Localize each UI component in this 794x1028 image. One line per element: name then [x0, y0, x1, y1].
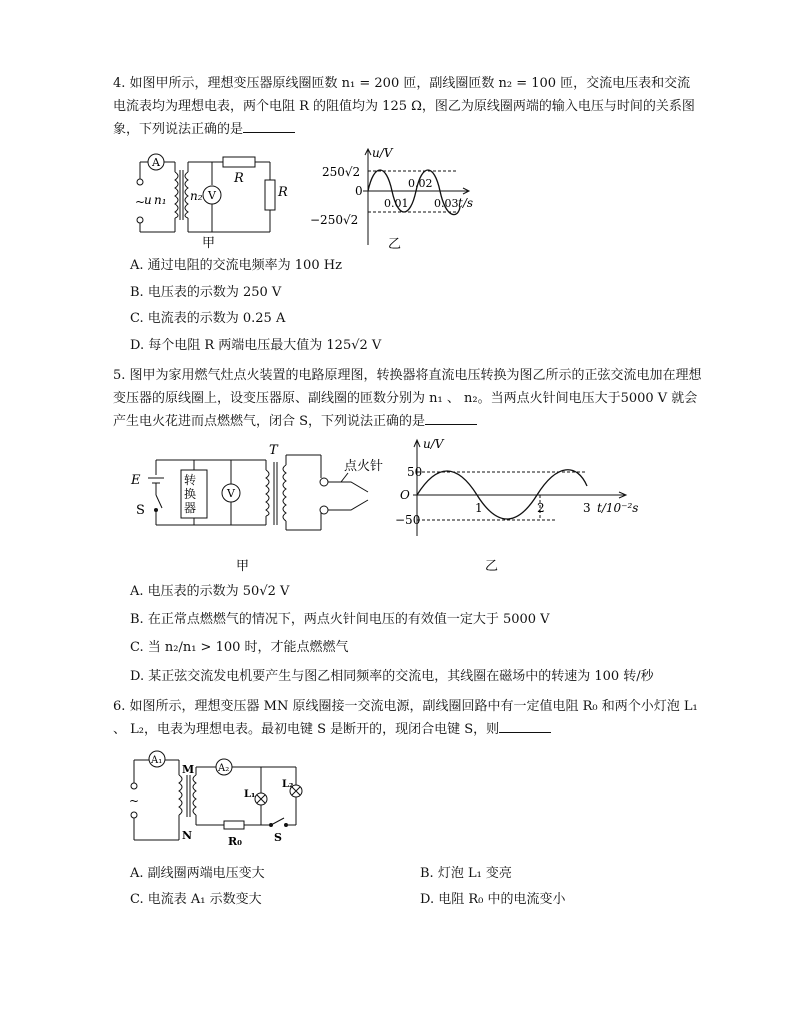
question-5-text: 5. 图甲为家用燃气灶点火装置的电路原理图，转换器将直流电压转换为图乙所示的正弦交流电加在理想变压器的原线圈上，设变压器原、副线圈的匝数分别为 n₁ 、 n₂。当两点火针间电压大于5000 V 就会产生电火花进而点燃燃气，闭合 S，下列说法正确的是: [113, 368, 702, 429]
svg-text:O: O: [400, 488, 410, 502]
sine-curve: [417, 470, 587, 519]
question-5: [113, 364, 703, 433]
svg-text:V: V: [208, 189, 216, 202]
q6-option-d[interactable]: D. 电阻 R₀ 中的电流变小: [420, 892, 566, 907]
svg-text:转: 转: [184, 473, 197, 487]
question-6-text: 6. 如图所示，理想变压器 MN 原线圈接一交流电源，副线圈回路中有一定值电阻 R₀ 和两个小灯泡 L₁ 、 L₂，电表为理想电表。最初电键 S 是断开的，现闭合电键 S，则: [113, 699, 698, 737]
svg-text:0.03: 0.03: [434, 197, 459, 210]
question-4-text: 4. 如图甲所示，理想变压器原线圈匝数 n₁ = 200 匝，副线圈匝数 n₂ = 100 匝，交流电压表和交流电流表均为理想电表，两个电阻 R 的阻值均为 125 Ω，图乙为原线圈两端的输入电压与时间的关系图象，下列说法正确的是: [113, 76, 695, 137]
svg-text:−50: −50: [395, 513, 421, 527]
svg-text:0.02: 0.02: [408, 177, 433, 190]
svg-text:换: 换: [184, 487, 197, 501]
svg-text:R₀: R₀: [228, 835, 242, 848]
svg-text:E: E: [131, 473, 141, 488]
svg-text:L₁: L₁: [244, 789, 256, 800]
svg-text:t/s: t/s: [458, 196, 474, 210]
q5-option-d[interactable]: D. 某正弦交流发电机要产生与图乙相同频率的交流电，其线圈在磁场中的转速为 100 转/秒: [130, 669, 654, 684]
ammeter-label: A: [152, 156, 160, 169]
q4-option-c[interactable]: C. 电流表的示数为 0.25 A: [130, 311, 286, 326]
answer-blank[interactable]: [499, 720, 551, 733]
fig-label-yi: 乙: [388, 237, 402, 252]
svg-text:u/V: u/V: [423, 437, 444, 451]
q4-option-a[interactable]: A. 通过电阻的交流电频率为 100 Hz: [130, 258, 342, 273]
answer-blank[interactable]: [425, 412, 477, 425]
switch-icon: [156, 495, 162, 508]
q5-option-a[interactable]: A. 电压表的示数为 50√2 V: [130, 584, 290, 599]
q4-circuit-figure: [130, 150, 295, 250]
svg-text:1: 1: [475, 501, 483, 515]
question-4: [113, 72, 703, 141]
svg-text:R: R: [234, 171, 244, 186]
secondary-coil-icon: [185, 172, 188, 218]
svg-text:u: u: [144, 193, 152, 207]
svg-text:L₂: L₂: [282, 779, 294, 790]
svg-text:u/V: u/V: [372, 146, 393, 160]
fig-label-jia: 甲: [202, 236, 216, 250]
svg-text:~: ~: [135, 195, 146, 209]
needle-label: 点火针: [344, 459, 384, 474]
svg-text:0.01: 0.01: [384, 197, 409, 210]
q4-option-d[interactable]: D. 每个电阻 R 两端电压最大值为 125√2 V: [130, 338, 382, 353]
question-6: [113, 695, 703, 741]
svg-text:0: 0: [355, 184, 363, 198]
svg-text:t/10⁻²s: t/10⁻²s: [597, 501, 639, 515]
q5-option-b[interactable]: B. 在正常点燃燃气的情况下，两点火针间电压的有效值一定大于 5000 V: [130, 612, 550, 627]
resistor-top-icon: [223, 157, 255, 167]
svg-text:T: T: [269, 443, 278, 458]
svg-text:乙: 乙: [485, 559, 499, 574]
primary-coil-icon: [175, 172, 178, 218]
svg-text:n₂: n₂: [190, 189, 203, 203]
svg-text:−250√2: −250√2: [310, 213, 359, 227]
svg-text:S: S: [136, 503, 145, 518]
q5-option-c[interactable]: C. 当 n₂/n₁ > 100 时，才能点燃燃气: [130, 640, 349, 655]
q5-voltage-graph: [395, 436, 655, 576]
svg-text:n₁: n₁: [154, 193, 167, 207]
svg-text:250√2: 250√2: [322, 165, 361, 179]
q6-option-a[interactable]: A. 副线圈两端电压变大: [130, 866, 265, 881]
svg-text:R: R: [278, 185, 288, 200]
q6-option-c[interactable]: C. 电流表 A₁ 示数变大: [130, 892, 262, 907]
svg-text:50: 50: [407, 465, 423, 479]
q5-circuit-figure: [126, 440, 401, 575]
svg-text:~: ~: [129, 794, 140, 808]
svg-text:2: 2: [537, 501, 545, 515]
q6-circuit-figure: [124, 745, 314, 855]
svg-text:器: 器: [184, 501, 197, 515]
q4-voltage-graph: [308, 145, 493, 253]
svg-text:A₂: A₂: [218, 763, 230, 774]
svg-text:3: 3: [583, 501, 591, 515]
switch-s-icon: [271, 818, 284, 825]
svg-text:甲: 甲: [236, 559, 250, 574]
svg-text:A₁: A₁: [151, 755, 163, 766]
resistor-r0-icon: [224, 821, 244, 829]
svg-text:V: V: [227, 487, 235, 500]
resistor-right-icon: [265, 180, 275, 210]
svg-text:S: S: [274, 831, 282, 844]
q4-option-b[interactable]: B. 电压表的示数为 250 V: [130, 285, 282, 300]
answer-blank[interactable]: [243, 120, 295, 133]
q6-option-b[interactable]: B. 灯泡 L₁ 变亮: [420, 866, 512, 881]
svg-text:N: N: [182, 829, 193, 842]
svg-text:M: M: [182, 763, 195, 776]
